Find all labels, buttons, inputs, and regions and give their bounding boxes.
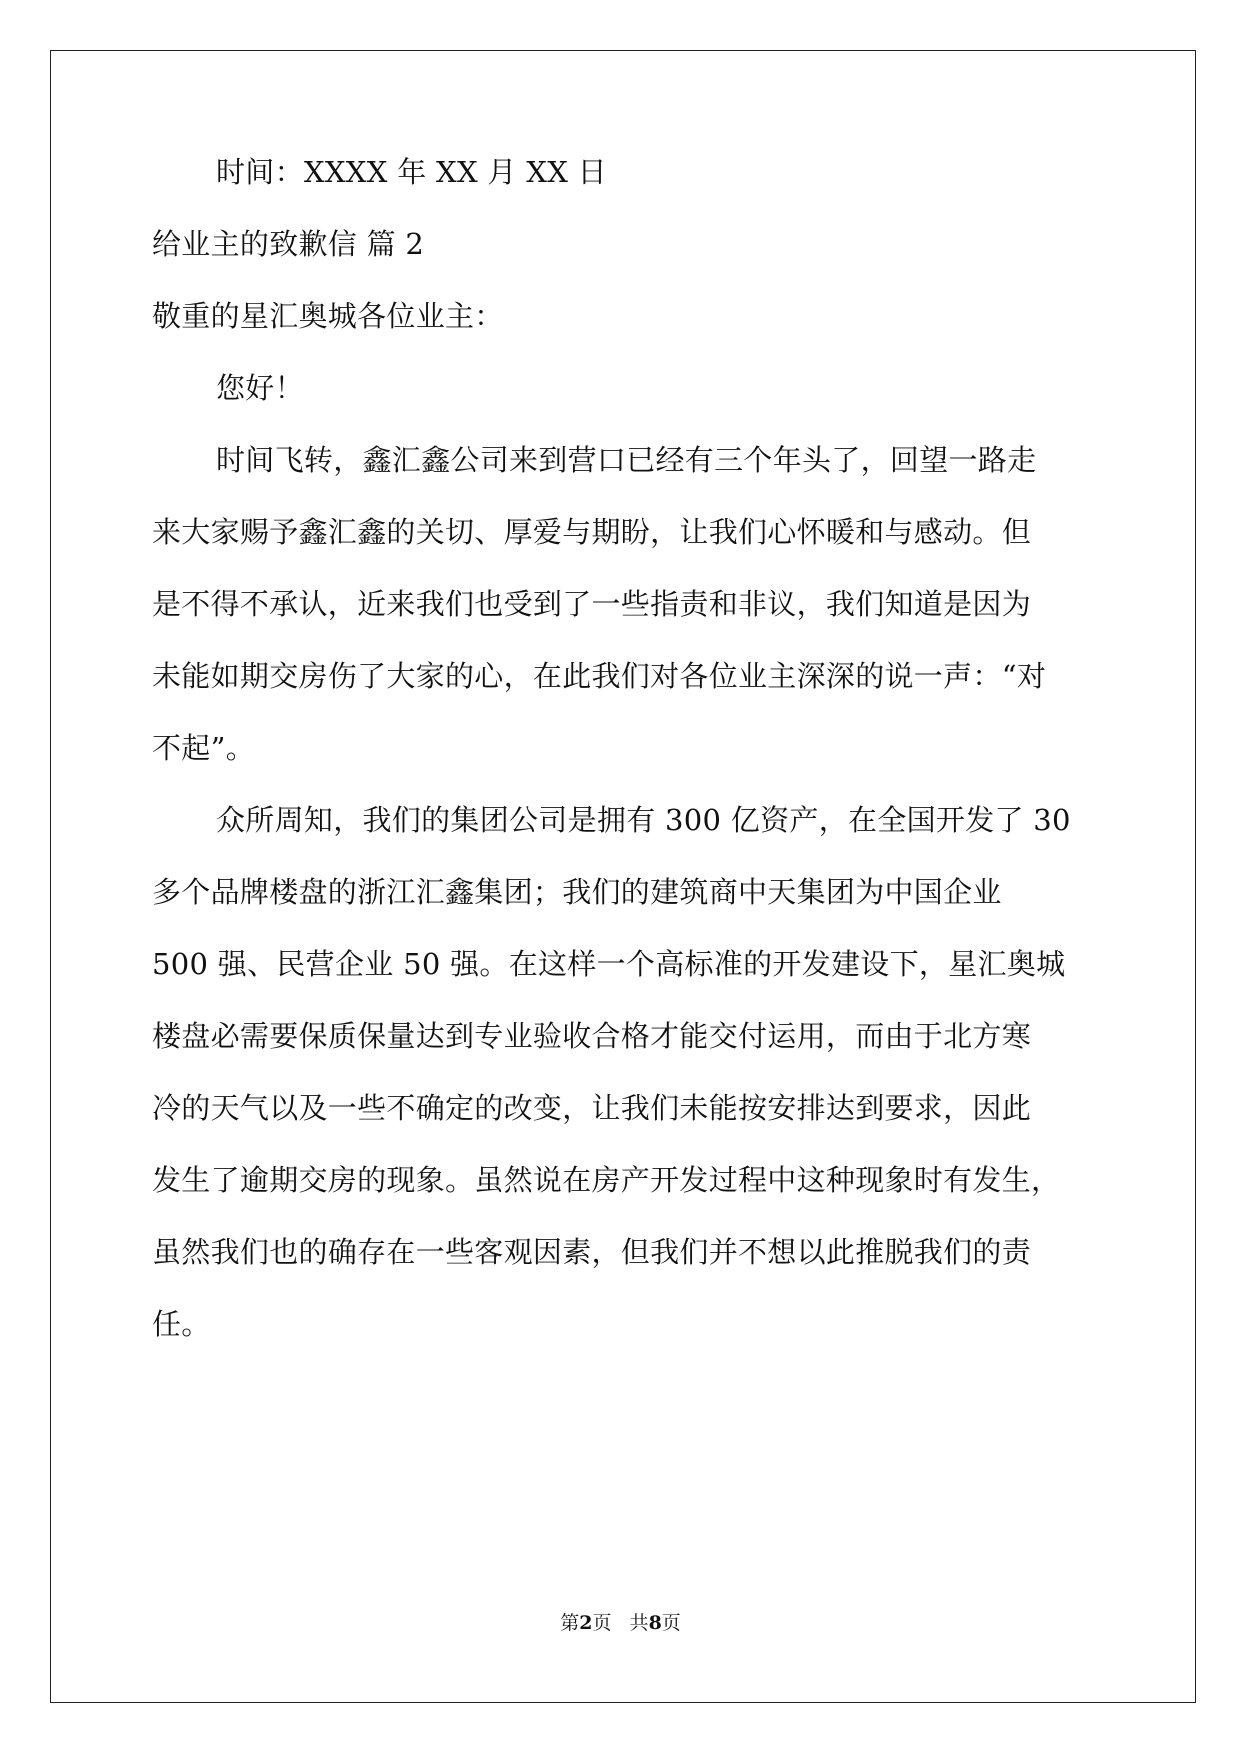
paragraph2-line: 众所周知，我们的集团公司是拥有 300 亿资产，在全国开发了 30 (216, 803, 1071, 837)
paragraph2-line: 任。 (152, 1307, 211, 1341)
paragraph1-line: 未能如期交房伤了大家的心，在此我们对各位业主深深的说一声：“对 (152, 659, 1047, 693)
paragraph1-line: 是不得不承认，近来我们也受到了一些指责和非议，我们知道是因为 (152, 587, 1032, 621)
footer-page-current: 2 (579, 1612, 593, 1634)
footer-page-prefix: 第 (560, 1612, 580, 1634)
paragraph2-line: 发生了逾期交房的现象。虽然说在房产开发过程中这种现象时有发生， (152, 1163, 1061, 1197)
salutation: 敬重的星汇奥城各位业主： (152, 299, 504, 333)
paragraph2-line: 虽然我们也的确存在一些客观因素，但我们并不想以此推脱我们的责 (152, 1235, 1032, 1269)
paragraph2-line: 冷的天气以及一些不确定的改变，让我们未能按安排达到要求，因此 (152, 1091, 1032, 1125)
paragraph1-line: 来大家赐予鑫汇鑫的关切、厚爱与期盼，让我们心怀暖和与感动。但 (152, 515, 1032, 549)
paragraph2-line: 多个品牌楼盘的浙江汇鑫集团；我们的建筑商中天集团为中国企业 (152, 875, 1002, 909)
footer-page-total: 8 (648, 1612, 662, 1634)
paragraph2-line: 500 强、民营企业 50 强。在这样一个高标准的开发建设下，星汇奥城 (152, 947, 1066, 981)
paragraph1-line: 时间飞转，鑫汇鑫公司来到营口已经有三个年头了，回望一路走 (216, 443, 1037, 477)
time-line: 时间：XXXX 年 XX 月 XX 日 (216, 155, 607, 189)
paragraph1-line: 不起”。 (152, 731, 256, 765)
footer-page-suffix: 页 (661, 1612, 681, 1634)
greeting: 您好！ (216, 371, 304, 405)
section-title: 给业主的致歉信 篇 2 (152, 227, 425, 261)
footer-page-mid: 页 共 (592, 1612, 649, 1634)
page-footer (0, 1610, 1241, 1636)
paragraph2-line: 楼盘必需要保质保量达到专业验收合格才能交付运用，而由于北方寒 (152, 1019, 1032, 1053)
